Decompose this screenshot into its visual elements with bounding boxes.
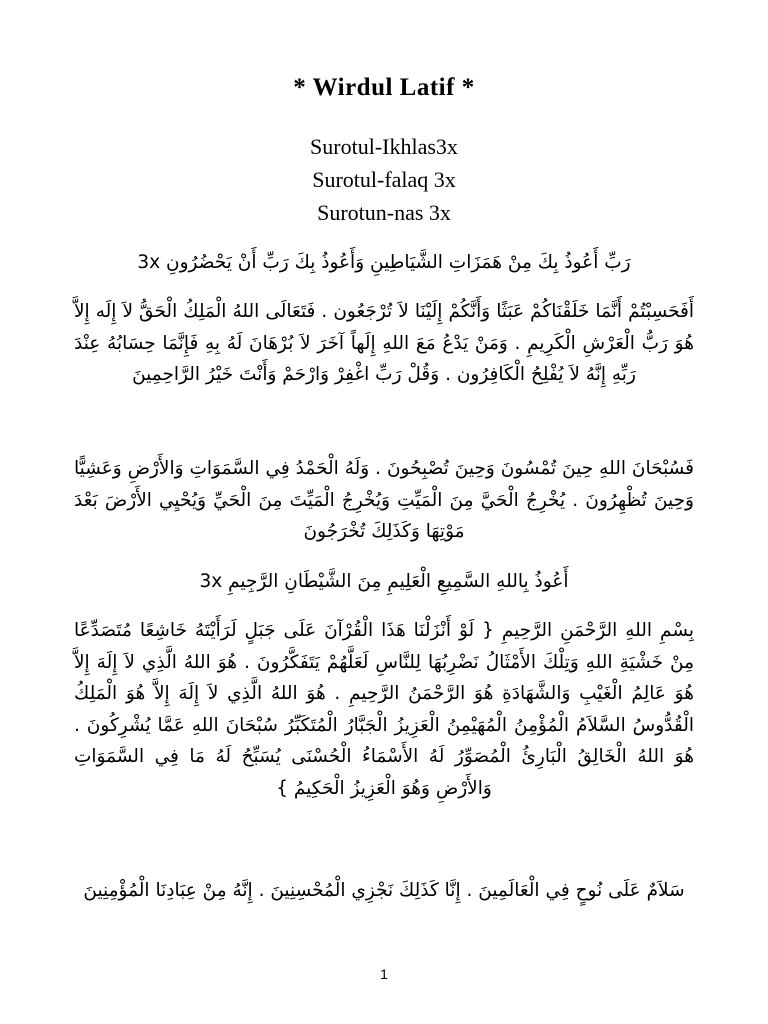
surah-line-nas: Surotun-nas 3x (317, 200, 451, 225)
arabic-paragraph-audhu-hamazat: رَبِّ أَعُوذُ بِكَ مِنْ هَمَزَاتِ الشَّيَاطِينِ وَأَعُوذُ بِكَ رَبِّ أَنْ يَحْضُرُونِ 3x (137, 252, 631, 273)
arabic-paragraph-afahasibtum: أَفَحَسِبْتُمْ أَنَّمَا خَلَقْنَاكُمْ عَبَثًا وَأَنَّكُمْ إِلَيْنَا لاَ تُرْجَعُون . فَتَعَالَى اللهُ الْمَلِكُ الْحَقُّ لاَ إِلَه إِلاَّ هُوَ رَبُّ الْعَرْشِ الْكَرِيمِ . وَمَنْ يَدْعُ مَعَ اللهِ إِلَهاً آخَرَ لاَ بُرْهَانَ لَهُ بِهِ فَإِنَّمَا حِسَابُهُ عِنْدَ رَبِّهِ إِنَّهُ لاَ يُفْلِحُ الْكَافِرُون . وَقُلْ رَبِّ اغْفِرْ وَارْحَمْ وَأَنْتَ خَيْرُ الرَّاحِمِينَ (74, 301, 694, 385)
surah-line-falaq: Surotul-falaq 3x (312, 167, 456, 192)
surah-list (0, 130, 768, 229)
document-title: * Wirdul Latif * (293, 74, 475, 101)
arabic-paragraph-fasubhanallah: فَسُبْحَانَ اللهِ حِينَ تُمْسُونَ وَحِينَ تُصْبِحُونَ . وَلَهُ الْحَمْدُ فِي السَّمَوَاتِ وَالأَرْضِ وَعَشِيًّا وَحِينَ تُظْهِرُونَ . يُخْرِجُ الْحَيَّ مِنَ الْمَيِّتِ وَيُخْرِجُ الْمَيِّتَ مِنَ الْحَيِّ وَيُحْيِي الأَرْضَ بَعْدَ مَوْتِهَا وَكَذَلِكَ تُخْرَجُونَ (74, 458, 694, 542)
arabic-paragraph-hashr-verses: بِسْمِ اللهِ الرَّحْمَنِ الرَّحِيمِ { لَوْ أَنْزَلْنَا هَذَا الْقُرْآنَ عَلَى جَبَلٍ لَرَأَيْتَهُ خَاشِعًا مُتَصَدِّعًا مِنْ خَشْيَةِ اللهِ وَتِلْكَ الأَمْثَالُ نَضْرِبُهَا لِلنَّاسِ لَعَلَّهُمْ يَتَفَكَّرُونَ . هُوَ اللهُ الَّذِي لاَ إِلَهَ إِلاَّ هُوَ عَالِمُ الْغَيْبِ وَالشَّهَادَةِ هُوَ الرَّحْمَنُ الرَّحِيمِ . هُوَ اللهُ الَّذِي لاَ إِلَهَ إِلاَّ هُوَ الْمَلِكُ الْقُدُّوسُ السَّلاَمُ الْمُؤْمِنُ الْمُهَيْمِنُ الْعَزِيزُ الْجَبَّارُ الْمُتَكَبِّرُ سُبْحَانَ اللهِ عَمَّا يُشْرِكُونَ . هُوَ اللهُ الْخَالِقُ الْبَارِئُ الْمُصَوِّرُ لَهُ الأَسْمَاءُ الْحُسْنَى يُسَبِّحُ لَهُ مَا فِي السَّمَوَاتِ وَالأَرْضِ وَهُوَ الْعَزِيزُ الْحَكِيمُ } (74, 620, 694, 799)
arabic-paragraph-audhu-billah: أَعُوذُ بِاللهِ السَّمِيعِ الْعَلِيمِ مِنَ الشَّيْطَانِ الرَّجِيمِ 3x (199, 571, 569, 592)
surah-line-ikhlas: Surotul-Ikhlas3x (310, 134, 458, 159)
arabic-paragraph-salamun-ala-nuh: سَلاَمٌ عَلَى نُوحٍ فِي الْعَالَمِينَ . إِنَّا كَذَلِكَ نَجْزِي الْمُحْسِنِينَ . إِنَّهُ مِنْ عِبَادِنَا الْمُؤْمِنِينَ (83, 880, 685, 901)
page-number: 1 (380, 966, 388, 982)
